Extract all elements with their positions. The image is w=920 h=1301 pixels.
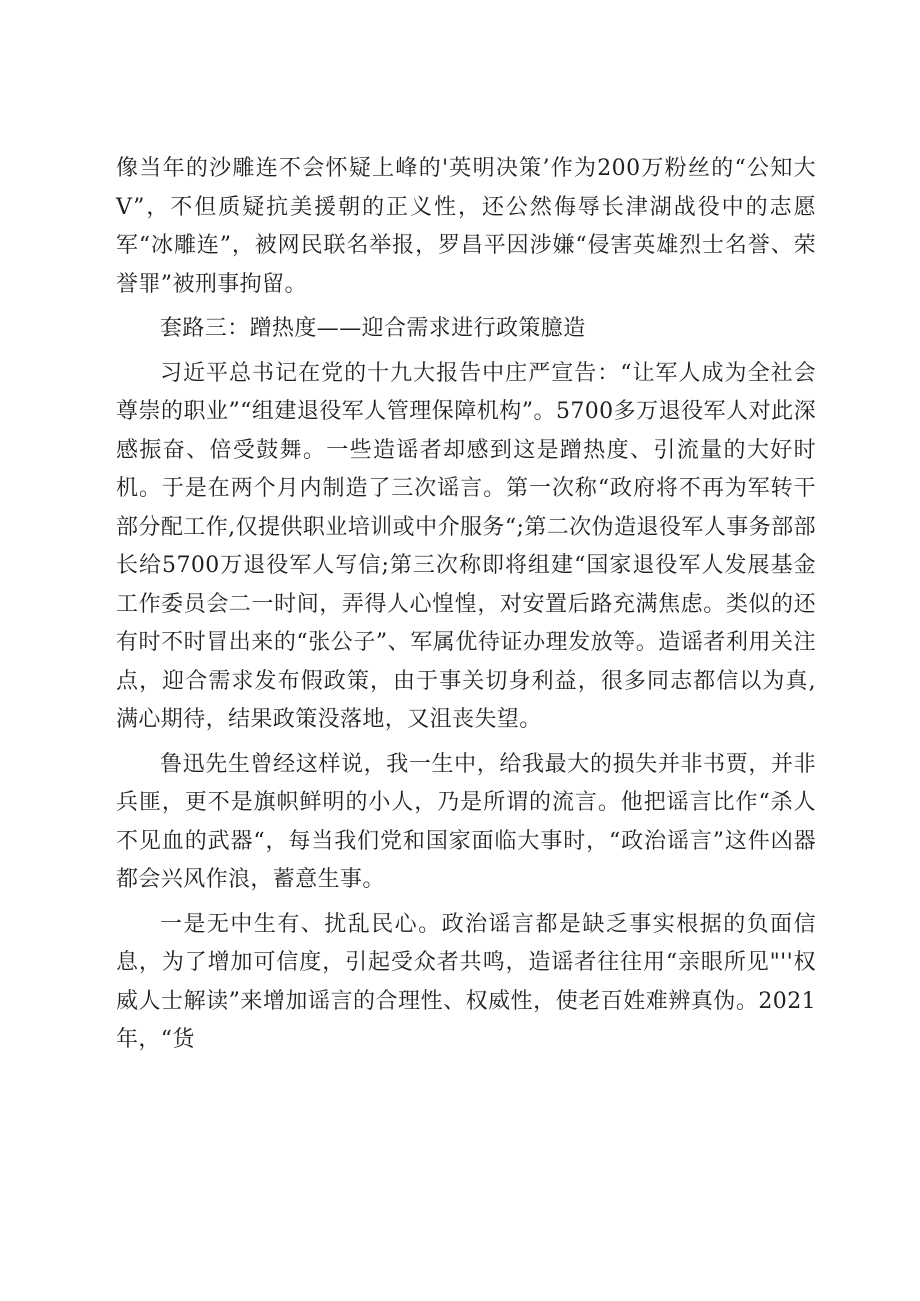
section-heading: 套路三：蹭热度——迎合需求进行政策臆造 <box>160 316 586 341</box>
document-body <box>116 150 816 1066</box>
paragraph: 习近平总书记在党的十九大报告中庄严宣告：“让军人成为全社会尊崇的职业”“组建退役军人管理保障机构”。5700多万退役军人对此深感振奋、倍受鼓舞。一些造谣者却感到这是蹭热度、引流量的大好时机。于是在两个月内制造了三次谣言。第一次称“政府将不再为军转干部分配工作,仅提供职业培训或中介服务“;第二次伪造退役军人事务部部长给5700万退役军人写信;第三次称即将组建“国家退役军人发展基金工作委员会二一时间，弄得人心惶惶，对安置后路充满焦虑。类似的还有时不时冒出来的“张公子”、军属优待证办理发放等。造谣者利用关注点，迎合需求发布假政策，由于事关切身利益，很多同志都信以为真,满心期待，结果政策没落地，又沮丧失望。 <box>116 360 816 732</box>
paragraph: 鲁迅先生曾经这样说，我一生中，给我最大的损失并非书贾，并非兵匪，更不是旗帜鲜明的小人，乃是所谓的流言。他把谣言比作“杀人不见血的武器“，每当我们党和国家面临大事时，“政治谣言”这件凶器都会兴风作浪，蓄意生事。 <box>116 751 816 892</box>
paragraph-continuation: 像当年的沙雕连不会怀疑上峰的'英明决策’作为200万粉丝的“公知大V”，不但质疑抗美援朝的正义性，还公然侮辱长津湖战役中的志愿军“冰雕连”，被网民联名举报，罗昌平因涉嫌“侵害英雄烈士名誉、荣誉罪”被刑事拘留。 <box>116 156 816 297</box>
paragraph: 一是无中生有、扰乱民心。政治谣言都是缺乏事实根据的负面信息，为了增加可信度，引起受众者共鸣，造谣者往往用“亲眼所见"''权威人士解读”来增加谣言的合理性、权威性，使老百姓难辨真伪。2021年，“货 <box>116 911 816 1052</box>
